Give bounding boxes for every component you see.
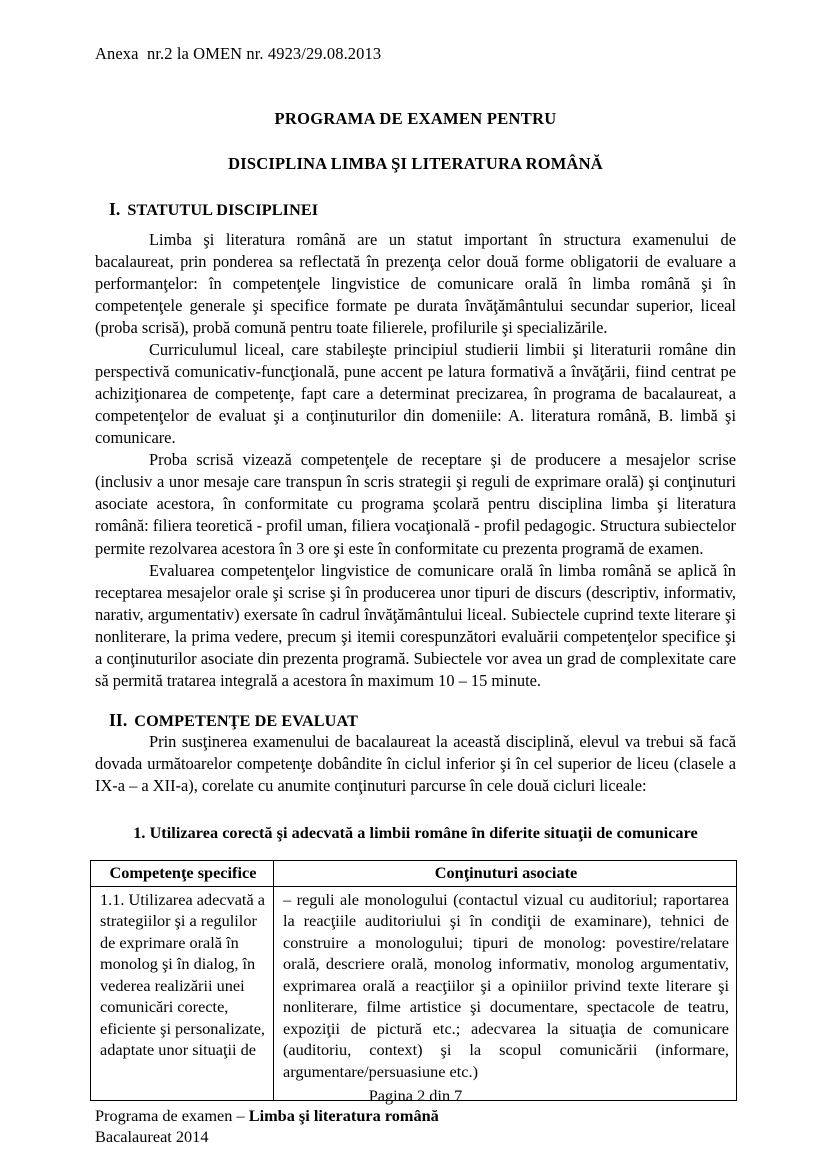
table-header-row [91, 861, 737, 887]
paragraph: Proba scrisă vizează competenţele de receptare şi de producere a mesajelor scrise (inclusiv a unor mesaje care transpun în scris strategii şi reguli de exprimare orală) şi conţinuturi asociate acestora, în conformitate cu programa şcolară pentru disciplina limba şi literatura română: filiera teoretică - profil uman, filiera vocaţională - profil pedagogic. Structura subiectelor permite rezolvarea acestora în 3 ore şi este în conformitate cu prezenta programă de examen. [95, 450, 736, 558]
paragraph: Prin susţinerea examenului de bacalaureat la aceastǎ disciplinǎ, elevul va trebui să facă dovada următoarelor competenţe dobândite în ciclul inferior şi în cel superior de liceu (clasele a IX-a – a XII-a), corelate cu anumite conţinuturi parcurse în cele două cicluri liceale: [95, 731, 736, 796]
table-row [91, 886, 737, 1101]
annex-reference-line: Anexa nr.2 la OMEN nr. 4923/29.08.2013 [95, 44, 382, 63]
paragraph: Curriculumul liceal, care stabileşte principiul studierii limbii şi literaturii române din perspectivă comunicativ-funcţională, pune accent pe latura formativă a învăţării, fiind centrat pe achiziţionarea de competenţe, fapt care a determinat precizarea, în programa de bacalaureat, a competenţelor de evaluat şi a conţinuturilor din domeniile: A. literatura română, B. limbă şi comunicare. [95, 339, 736, 448]
section-heading-label: COMPETENŢE DE EVALUAT [134, 711, 358, 730]
section-2-paragraphs [95, 731, 736, 797]
page-footer [95, 1086, 736, 1148]
page-number: Pagina 2 din 7 [368, 1086, 463, 1105]
paragraph: Limba şi literatura română are un statut important în structura examenului de bacalaureat, prin ponderea sa reflectată în prezenţa celor două forme obligatorii de evaluare a performanţelor: în competenţele lingvistice de comunicare orală în limba română şi în competenţele generale şi specifice formate pe durata învăţământului secundar superior, liceal (proba scrisă), probă comună pentru toate filierele, profilurile şi specializările. [95, 229, 736, 337]
table-cell-continut: – reguli ale monologului (contactul vizual cu auditoriul; raportarea la reacţiile auditoriului şi în condiţii de examinare), tehnici de construire a monologului; tipuri de monolog: povestire/relatare orală, descriere orală, monolog informativ, monolog argumentativ, exprimarea orală a reacţiilor şi a opiniilor privind texte literare şi nonliterare, filme artistice şi documentare, spectacole de teatru, expoziţii de pictură etc.; adecvarea la situaţia de comunicare (auditoriu, context) şi la scopul comunicării (informare, argumentare/persuasiune etc.) [274, 886, 737, 1101]
footer-session: Bacalaureat 2014 [95, 1127, 209, 1147]
document-subtitle: DISCIPLINA LIMBA ŞI LITERATURA ROMÂNĂ [228, 153, 603, 173]
column-header-competente-specifice: Competenţe specifice [91, 861, 274, 887]
document-title: PROGRAMA DE EXAMEN PENTRU [274, 108, 557, 128]
table-body [91, 886, 737, 1101]
column-header-continuturi-asociate: Conţinuturi asociate [274, 861, 737, 887]
table-head [91, 861, 737, 887]
footer-prefix: Programa de examen – [95, 1106, 249, 1126]
document-body [95, 44, 736, 1101]
competency-heading: 1. Utilizarea corectă şi adecvată a limbii române în diferite situaţii de comunicare [133, 824, 698, 843]
table-cell-competenta: 1.1. Utilizarea adecvată a strategiilor şi a regulilor de exprimare orală în monolog şi în dialog, în vederea realizării unei comunicări corecte, eficiente şi personalizate, adaptate unor situaţii de [91, 886, 274, 1101]
title-block [95, 109, 736, 174]
footer-exam-line [95, 1106, 736, 1127]
section-heading-statutul-disciplinei [95, 199, 736, 220]
section-heading-competente-de-evaluat [95, 710, 736, 731]
competency-table [90, 860, 737, 1101]
paragraph: Evaluarea competenţelor lingvistice de comunicare orală în limba română se aplică în receptarea mesajelor orale şi scrise şi în producerea unor tipuri de discurs (descriptiv, informativ, narativ, argumentativ) exersate în cadrul învăţământului liceal. Subiectele cuprind texte literare şi nonliterare, la prima vedere, precum şi itemii corespunzători evaluării competenţelor specifice şi a conţinuturilor asociate din prezenta programă. Subiectele vor avea un grad de complexitate care să permită tratarea integrală a acestora în maximum 10 – 15 minute. [95, 560, 736, 690]
section-numeral: I. [109, 198, 121, 219]
section-numeral: II. [109, 709, 128, 730]
footer-subject: Limba şi literatura română [248, 1106, 439, 1126]
section-1-paragraphs [95, 229, 736, 692]
section-heading-label: STATUTUL DISCIPLINEI [127, 200, 319, 219]
